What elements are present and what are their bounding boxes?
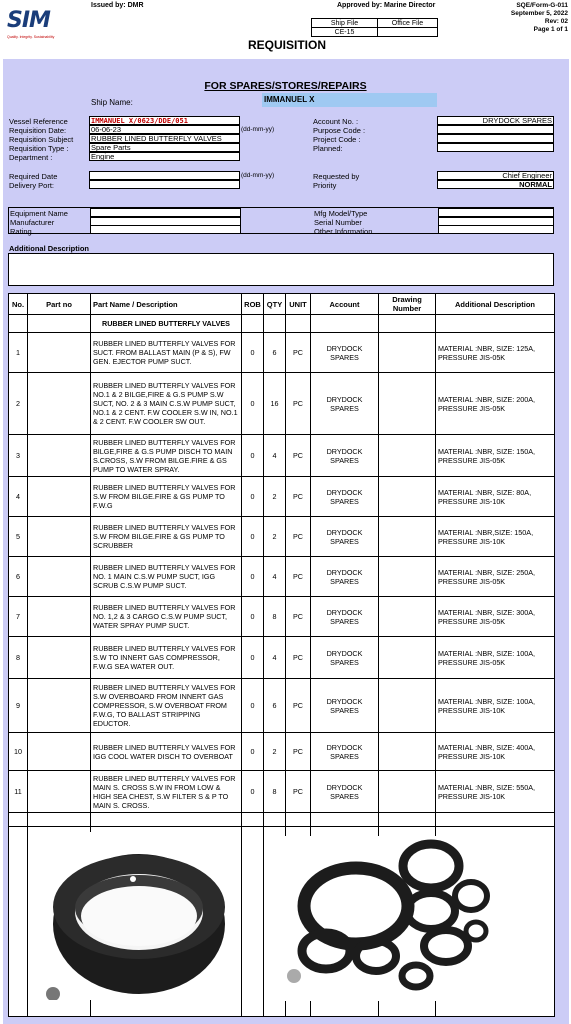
cell-unit: PC: [286, 477, 311, 517]
cell-description: RUBBER LINED BUTTERFLY VALVES FOR S.W FROM BILGE.FIRE & GS PUMP TO SCRUBBER: [91, 517, 242, 557]
cell-additional-description: MATERIAL :NBR, SIZE: 100A, PRESSURE JIS-10K: [436, 679, 555, 733]
purpose-code-field[interactable]: [437, 125, 554, 134]
cell-qty: 4: [264, 435, 286, 477]
label-required-date: Required Date: [9, 172, 58, 181]
empty-cell: [311, 813, 379, 827]
cell-qty: 16: [264, 373, 286, 435]
additional-description-field[interactable]: [8, 253, 554, 286]
cell-drawing-number: [379, 373, 436, 435]
cell-rob: 0: [242, 557, 264, 597]
cell-description: RUBBER LINED BUTTERFLY VALVES FOR NO. 1 MAIN C.S.W PUMP SUCT, IGG SCRUB C.S.W PUMP SUCT.: [91, 557, 242, 597]
cell-part-no: [28, 771, 91, 813]
form-page: Page 1 of 1: [533, 26, 568, 33]
office-file-label: Office File: [378, 19, 437, 28]
vessel-reference-field[interactable]: IMMANUEL X/0623/DDE/051: [89, 116, 240, 125]
col-drawing-number: Drawing Number: [379, 294, 436, 315]
empty-cell: [379, 813, 436, 827]
cell-description: RUBBER LINED BUTTERFLY VALVES FOR SUCT. FROM BALLAST MAIN (P & S), FW GEN. EJECTOR PUMP SUCT.: [91, 333, 242, 373]
cell-no: 2: [9, 373, 28, 435]
cell-account: DRYDOCK SPARES: [311, 733, 379, 771]
cell-unit: PC: [286, 557, 311, 597]
approved-by: Approved by: Marine Director: [337, 2, 436, 9]
other-information-field[interactable]: [438, 225, 554, 234]
cell-rob: 0: [242, 435, 264, 477]
cell-unit: PC: [286, 679, 311, 733]
cell-part-no: [28, 637, 91, 679]
label-department: Department :: [9, 153, 53, 162]
required-date-field[interactable]: [89, 171, 240, 180]
cell-unit: PC: [286, 333, 311, 373]
cell-description: RUBBER LINED BUTTERFLY VALVES FOR MAIN S. CROSS S.W IN FROM LOW & HIGH SEA CHEST, S.W FILTER S & P TO MAIN S. CROSS.: [91, 771, 242, 813]
cell-drawing-number: [379, 679, 436, 733]
cell-drawing-number: [379, 637, 436, 679]
project-code-field[interactable]: [437, 134, 554, 143]
cell-description: RUBBER LINED BUTTERFLY VALVES FOR NO. 1,2 & 3 CARGO C.S.W PUMP SUCT, WATER SPRAY PUMP SUCT.: [91, 597, 242, 637]
cell-part-no: [28, 517, 91, 557]
department-field[interactable]: Engine: [89, 152, 240, 161]
rubber-seats-group-icon: [281, 836, 501, 1001]
label-mfg-model: Mfg Model/Type: [314, 209, 368, 218]
table-row: [9, 771, 555, 813]
empty-cell: [286, 813, 311, 827]
cell-qty: 8: [264, 771, 286, 813]
table-row: [9, 477, 555, 517]
cell-no: 11: [9, 771, 28, 813]
label-planned: Planned:: [313, 144, 343, 153]
cell-no: 7: [9, 597, 28, 637]
cell-account: DRYDOCK SPARES: [311, 679, 379, 733]
cell-part-no: [28, 557, 91, 597]
empty-cell: [242, 827, 264, 1017]
cell-no: 4: [9, 477, 28, 517]
empty-cell: [242, 813, 264, 827]
cell-drawing-number: [379, 597, 436, 637]
empty-row: [9, 813, 555, 827]
cell-description: RUBBER LINED BUTTERFLY VALVES FOR S.W TO INNERT GAS COMPRESSOR, F.W.G SEA WATER OUT.: [91, 637, 242, 679]
col-additional-description: Additional Description: [436, 294, 555, 315]
col-rob: ROB: [242, 294, 264, 315]
cell-qty: 2: [264, 733, 286, 771]
col-part-name: Part Name / Description: [91, 294, 242, 315]
cell-part-no: [28, 597, 91, 637]
cell-account: DRYDOCK SPARES: [311, 333, 379, 373]
valve-seat-image-single: [39, 832, 238, 1000]
label-project-code: Project Code :: [313, 135, 361, 144]
form-date: September 5, 2022: [510, 10, 568, 17]
cell-part-no: [28, 733, 91, 771]
cell-unit: PC: [286, 637, 311, 679]
label-requisition-date: Requisition Date:: [9, 126, 67, 135]
cell-drawing-number: [379, 771, 436, 813]
cell-description: RUBBER LINED BUTTERFLY VALVES FOR S.W FROM BILGE.FIRE & GS PUMP TO F.W.G: [91, 477, 242, 517]
cell-part-no: [28, 435, 91, 477]
label-vessel-reference: Vessel Reference: [9, 117, 68, 126]
cell-no: 10: [9, 733, 28, 771]
col-account: Account: [311, 294, 379, 315]
label-serial-number: Serial Number: [314, 218, 362, 227]
table-row: [9, 435, 555, 477]
cell-additional-description: MATERIAL :NBR, SIZE: 300A, PRESSURE JIS-05K: [436, 597, 555, 637]
ship-file-value: CE-15: [312, 28, 378, 37]
table-row: [9, 679, 555, 733]
col-qty: QTY: [264, 294, 286, 315]
label-requisition-subject: Requisition Subject: [9, 135, 74, 144]
cell-drawing-number: [379, 435, 436, 477]
logo-text: SIM: [7, 8, 50, 33]
requisition-date-field[interactable]: 06-06-23: [89, 125, 240, 134]
cell-qty: 2: [264, 477, 286, 517]
cell-unit: PC: [286, 435, 311, 477]
cell-part-no: [28, 679, 91, 733]
logo-tagline: Quality. Integrity. Sustainability: [7, 35, 55, 39]
cell-no: 1: [9, 333, 28, 373]
table-header-row: [9, 294, 555, 315]
cell-no: 8: [9, 637, 28, 679]
table-row: [9, 637, 555, 679]
section-title: FOR SPARES/STORES/REPAIRS: [204, 80, 367, 92]
label-account-no: Account No. :: [313, 117, 359, 126]
cell-qty: 8: [264, 597, 286, 637]
cell-rob: 0: [242, 333, 264, 373]
equipment-box: [8, 207, 554, 234]
label-rating: Rating: [10, 227, 32, 236]
cell-qty: 4: [264, 557, 286, 597]
cell-drawing-number: [379, 733, 436, 771]
col-no: No.: [9, 294, 28, 315]
cell-drawing-number: [379, 333, 436, 373]
requested-by-field[interactable]: Chief Engineer: [437, 171, 554, 180]
table-row: [9, 557, 555, 597]
cell-description: RUBBER LINED BUTTERFLY VALVES FOR NO.1 & 2 BILGE,FIRE & G.S PUMP S.W SUCT, NO. 2 & 3 MAIN C.S.W PUMP SUCT, NO.1 & 2 CENT. F.W COOLER S.W IN, NO.1 & 2 CENT. F.W COOLER SW OUT.: [91, 373, 242, 435]
cell-no: 9: [9, 679, 28, 733]
cell-part-no: [28, 373, 91, 435]
cell-rob: 0: [242, 477, 264, 517]
issued-by: Issued by: DMR: [91, 2, 144, 9]
label-manufacturer: Manufacturer: [10, 218, 55, 227]
form-id: SQE/Form-G-011: [516, 2, 568, 9]
cell-no: 5: [9, 517, 28, 557]
cell-additional-description: MATERIAL :NBR, SIZE: 80A, PRESSURE JIS-10K: [436, 477, 555, 517]
cell-account: DRYDOCK SPARES: [311, 435, 379, 477]
company-logo: [7, 8, 55, 50]
cell-no: 6: [9, 557, 28, 597]
cell-qty: 6: [264, 333, 286, 373]
planned-field[interactable]: [437, 143, 554, 152]
label-requested-by: Requested by: [313, 172, 360, 181]
col-part-no: Part no: [28, 294, 91, 315]
label-delivery-port: Delivery Port:: [9, 181, 55, 190]
group-row: [9, 315, 555, 333]
account-no-field[interactable]: DRYDOCK SPARES: [437, 116, 554, 125]
ship-name-label: Ship Name:: [91, 98, 133, 107]
cell-unit: PC: [286, 517, 311, 557]
table-row: [9, 333, 555, 373]
cell-drawing-number: [379, 517, 436, 557]
group-title: RUBBER LINED BUTTERFLY VALVES: [91, 315, 242, 333]
form-rev: Rev: 02: [544, 18, 568, 25]
cell-additional-description: MATERIAL :NBR, SIZE: 125A, PRESSURE JIS-05K: [436, 333, 555, 373]
requisition-subject-field[interactable]: RUBBER LINED BUTTERFLY VALVES: [89, 134, 240, 143]
label-priority: Priority: [313, 181, 337, 190]
table-row: [9, 517, 555, 557]
cell-additional-description: MATERIAL :NBR, SIZE: 100A, PRESSURE JIS-05K: [436, 637, 555, 679]
cell-account: DRYDOCK SPARES: [311, 597, 379, 637]
table-row: [9, 373, 555, 435]
file-box: [311, 18, 438, 37]
cell-drawing-number: [379, 557, 436, 597]
cell-account: DRYDOCK SPARES: [311, 373, 379, 435]
cell-qty: 2: [264, 517, 286, 557]
cell-additional-description: MATERIAL :NBR, SIZE: 150A, PRESSURE JIS-05K: [436, 435, 555, 477]
cell-unit: PC: [286, 771, 311, 813]
cell-rob: 0: [242, 733, 264, 771]
cell-rob: 0: [242, 373, 264, 435]
cell-rob: 0: [242, 517, 264, 557]
ship-file-label: Ship File: [312, 19, 378, 28]
cell-unit: PC: [286, 597, 311, 637]
cell-rob: 0: [242, 637, 264, 679]
rating-field[interactable]: [90, 225, 241, 234]
priority-field[interactable]: NORMAL: [437, 180, 554, 189]
cell-description: RUBBER LINED BUTTERFLY VALVES FOR BILGE,FIRE & G.S PUMP DISCH TO MAIN S.CROSS, S.W FROM BILGE.FIRE & GS PUMP TO WATER SPRAY.: [91, 435, 242, 477]
empty-cell: [436, 813, 555, 827]
cell-unit: PC: [286, 373, 311, 435]
equipment-name-field[interactable]: [90, 208, 241, 217]
cell-account: DRYDOCK SPARES: [311, 477, 379, 517]
cell-description: RUBBER LINED BUTTERFLY VALVES FOR S.W OVERBOARD FROM INNERT GAS COMPRESSOR, S.W OVERBOAT FROM F.W.G, TO BALLAST STRIPPING EDUCTOR.: [91, 679, 242, 733]
cell-drawing-number: [379, 477, 436, 517]
label-purpose-code: Purpose Code :: [313, 126, 366, 135]
delivery-port-field[interactable]: [89, 180, 240, 189]
ship-name-value: IMMANUEL X: [262, 93, 437, 107]
additional-description-label: Additional Description: [9, 244, 90, 253]
cell-qty: 6: [264, 679, 286, 733]
cell-qty: 4: [264, 637, 286, 679]
empty-cell: [91, 813, 242, 827]
cell-rob: 0: [242, 679, 264, 733]
table-row: [9, 597, 555, 637]
empty-cell: [9, 813, 28, 827]
cell-account: DRYDOCK SPARES: [311, 637, 379, 679]
cell-description: RUBBER LINED BUTTERFLY VALVES FOR IGG COOL WATER DISCH TO OVERBOAT: [91, 733, 242, 771]
cell-part-no: [28, 333, 91, 373]
required-date-format-hint: (dd-mm-yy): [241, 172, 275, 179]
cell-additional-description: MATERIAL :NBR, SIZE: 550A, PRESSURE JIS-10K: [436, 771, 555, 813]
cell-account: DRYDOCK SPARES: [311, 771, 379, 813]
rubber-seat-icon: [39, 832, 238, 1000]
cell-additional-description: MATERIAL :NBR, SIZE: 400A, PRESSURE JIS-10K: [436, 733, 555, 771]
cell-part-no: [28, 477, 91, 517]
label-other-information: Other Information: [314, 227, 373, 236]
col-unit: UNIT: [286, 294, 311, 315]
cell-rob: 0: [242, 771, 264, 813]
table-row: [9, 733, 555, 771]
requisition-type-field[interactable]: Spare Parts: [89, 143, 240, 152]
cell-account: DRYDOCK SPARES: [311, 557, 379, 597]
cell-unit: PC: [286, 733, 311, 771]
date-format-hint: (dd-mm-yy): [241, 126, 275, 133]
cell-additional-description: MATERIAL :NBR, SIZE: 200A, PRESSURE JIS-05K: [436, 373, 555, 435]
label-equipment-name: Equipment Name: [10, 209, 68, 218]
cell-no: 3: [9, 435, 28, 477]
empty-cell: [9, 827, 28, 1017]
cell-additional-description: MATERIAL :NBR, SIZE: 250A, PRESSURE JIS-05K: [436, 557, 555, 597]
page-title: REQUISITION: [248, 38, 327, 52]
mfg-model-field[interactable]: [438, 208, 554, 217]
empty-cell: [264, 813, 286, 827]
empty-cell: [28, 813, 91, 827]
valve-seat-image-group: [281, 836, 501, 1001]
label-requisition-type: Requisition Type :: [9, 144, 69, 153]
cell-additional-description: MATERIAL :NBR,SIZE: 150A, PRESSURE JIS-10K: [436, 517, 555, 557]
cell-rob: 0: [242, 597, 264, 637]
form-meta: [511, 2, 568, 34]
cell-account: DRYDOCK SPARES: [311, 517, 379, 557]
